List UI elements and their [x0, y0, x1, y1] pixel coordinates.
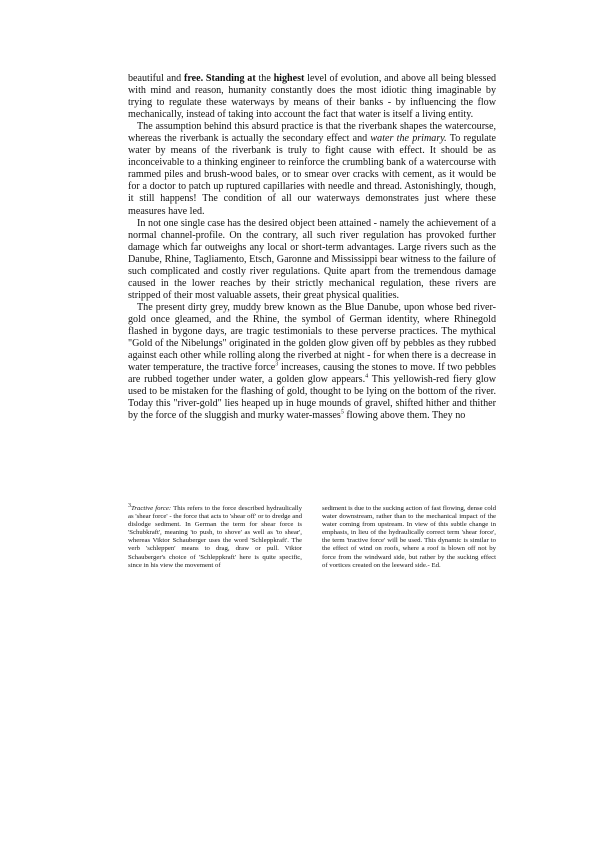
footnote-ref-5: 5 [340, 409, 344, 416]
footnote-ref-3: 3 [275, 361, 279, 368]
text-run: the [255, 73, 274, 84]
paragraph-2 [128, 121, 496, 217]
bold-phrase: free. Standing at [183, 73, 256, 84]
paragraph-3: In not one single case has the desired object been attained - namely the achievement of a normal channel-profile. On the contrary, all such river regulation has provoked further damage which far outweighs any local or short-term advantages. Large rivers such as the Danube, Rhine, Tagliamento, Etsch, Garonne and Mississippi bear witness to the failure of such complicated and costly river regulations. Quite apart from the tremendous damage caused in the lower reaches by their strictly mechanical regulation, these rivers are stripped of their most valuable assets, their great physical qualities. [128, 217, 496, 301]
text-run: The assumption behind this absurd practice is that the riverbank shapes the watercourse, whereas the riverbank is actually the secondary effect and [128, 121, 496, 145]
text-run: increases, causing the stones to move. If two pebbles are rubbed together under water, a golden glow appears. [128, 362, 496, 386]
footnotes [128, 502, 496, 570]
paragraph-4 [128, 302, 496, 422]
text-run: level of evolution, and above all being blessed with mind and reason, humanity constantly does the most idiotic thing imaginable by trying to regulate these waterways by means of their banks - by influencing the flow mechanically, instead of taking into account the fact that water is itself a living entity. [128, 73, 496, 121]
text-run: This yellowish-red fiery glow used to be mistaken for the flashing of gold, thought to be lying on the bottom of the river. Today this "river-gold" lies heaped up in huge mounds of gravel, shifted hither and thither by the force of the sluggish and murky water-masses [128, 374, 496, 422]
body-text [128, 73, 496, 422]
paragraph-1 [128, 73, 496, 121]
italic-phrase: water the primary. [370, 133, 447, 145]
footnote-term: Tractive force: [131, 505, 172, 512]
footnote-ref-4: 4 [365, 373, 369, 380]
text-run: flowing above them. They no [343, 410, 466, 422]
text-run: The present dirty grey, muddy brew known as the Blue Danube, upon whose bed river-gold once gleamed, and the Rhine, the symbol of German identity, where Rhinegold flashed in bygone days, are tragic testimonials to these perverse practices. The mythical "Gold of the Nibelungs" originated in the golden glow given off by pebbles as they rubbed against each other while rolling along the riverbed at night - for when there is a decrease in water temperature, the tractive force [128, 301, 496, 374]
text-run: To regulate water by means of the riverbank is truly to fight cause with effect. It should be as inconceivable to a thinking engineer to reinforce the crumbling bank of a watercourse with rammed piles and brush-wood bales, or to smear over cracks with cement, as it would be for a doctor to patch up ruptured capillaries with needle and thread. Astonishingly, though, it still happens! The condition of all our waterways demonstrates just where these measures have led. [128, 133, 496, 217]
footnote-text: This refers to the force described hydraulically as 'shear force' - the force that acts to 'shear off' or to dredge and dislodge sediment. In German the term for shear force is 'Schubkraft', meaning 'to push, to shove' as well as 'to shear', whereas Viktor Schauberger uses the word 'Schleppkraft'. The verb 'schleppen' means to drag, draw or pull. Viktor Schauberger's choice of 'Schleppkraft' here is quite specific, since in his view the movement of [128, 505, 302, 569]
bold-word: highest [273, 73, 305, 84]
footnote-column-left [128, 502, 302, 570]
footnote-number: 3 [128, 502, 131, 509]
footnote-column-right: sediment is due to the sucking action of fast flowing, dense cold water downstream, rather than to the mechanical impact of the water coming from upstream. In view of this subtle change in emphasis, in lieu of the hydraulically correct term 'shear force', the term 'tractive force' will be used. This dynamic is similar to the effect of wind on roofs, where a roof is blown off not by force from the windward side, but rather by the sucking effect of vortices created on the leeward side.- Ed. [322, 505, 496, 569]
text-run: beautiful and [128, 73, 184, 84]
